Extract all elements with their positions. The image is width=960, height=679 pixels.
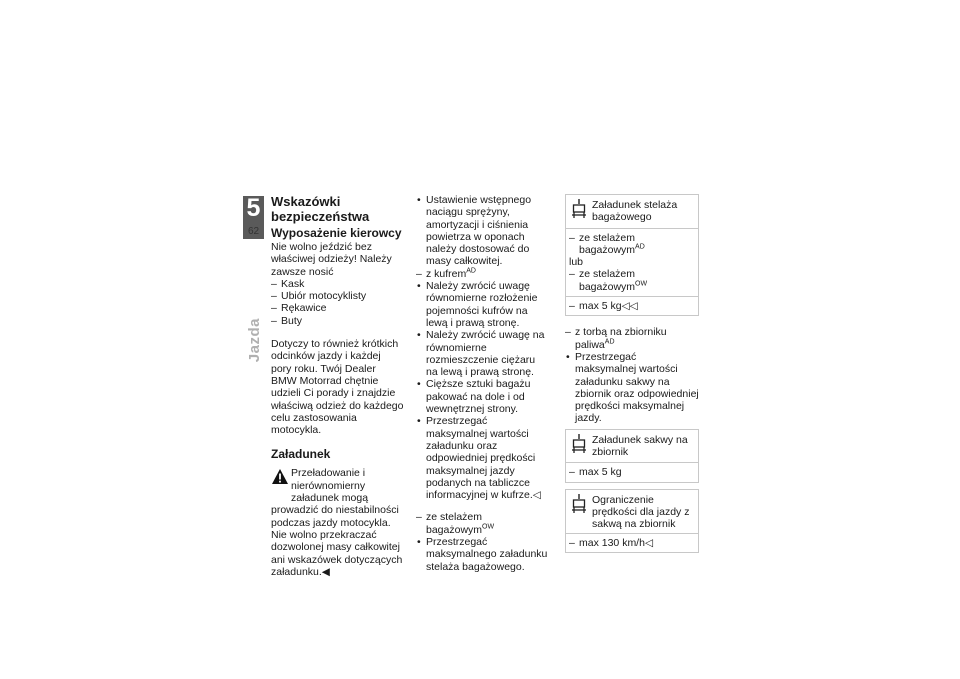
load-weight-icon [572, 434, 586, 454]
hint-value: – max 5 kg◁◁ [569, 300, 696, 312]
warning-tail: Nie wolno przekraczać dozwolonej masy całkowitej ani wskazówek dotyczących załadunku.◀ [271, 528, 403, 578]
hint-body [566, 533, 698, 552]
gear-item: – Buty [271, 315, 404, 327]
hint-body [566, 462, 698, 481]
column-1 [271, 194, 404, 578]
hint-body [566, 296, 698, 315]
sub-heading-loading: Załadunek [271, 447, 331, 462]
hint-box-rack-load [565, 194, 699, 316]
warning-text: prowadzić do niestabilności podczas jazdy motocykla. [271, 504, 399, 529]
dash-item: – ze stelażem bagażowym$^{AD}$ [569, 232, 696, 257]
hint-head [566, 430, 698, 463]
bullet-item: • Przestrzegać maksymalnego załadunku stelaża bagażowego. [416, 536, 549, 573]
end-mark-icon: ◀ [321, 565, 330, 578]
section-title: Wskazówki bezpieczeństwa [271, 194, 370, 224]
hint-box-tank-bag-load [565, 429, 699, 483]
hint-title: Ograniczenie prędkości dla jazdy z sakwą na zbiornik [592, 493, 690, 531]
load-weight-icon [572, 199, 586, 219]
bullet-item: • Ustawienie wstępnego naciągu sprężyny, amortyzacji i ciśnienia powietrza w oponach należy dostosować do masy całkowitej. [416, 194, 549, 268]
hint-value: – max 130 km/h◁ [569, 537, 696, 549]
hint-box-speed-limit [565, 489, 699, 553]
hint-head [566, 195, 698, 228]
dash-item: – ze stelażem bagażowym$^{OW}$ [416, 511, 549, 536]
gear-intro: Nie wolno jeździć bez właściwej odzieży! Należy zawsze nosić [271, 241, 392, 278]
bullet-item: • Przestrzegać maksymalnej wartości załadunku oraz odpowiedniej prędkości maksymalnej jazdy podanych na tabliczce informacyjnej w kufrze.◁ [416, 415, 549, 501]
sub-heading-rider-gear: Wyposażenie kierowcy [271, 226, 402, 240]
bullet-item: • Cięższe sztuki bagażu pakować na dole i od wewnętrznej strony. [416, 378, 549, 415]
page-number: 62 [247, 226, 260, 237]
dash-item: – z torbą na zbiorniku paliwa$^{AD}$ [565, 326, 699, 351]
bullet-item: • Należy zwrócić uwagę na równomierne rozmieszczenie ciężaru na lewą i prawą stronę. [416, 329, 549, 378]
gear-advice: Dotyczy to również krótkich odcinków jazdy i każdej pory roku. Twój Dealer BMW Motorrad chętnie udzieli Ci porady i znajdzie właściwą odzież do każdego celu zastosowania motocykla. [271, 338, 404, 437]
hint-value: – max 5 kg [569, 466, 696, 478]
bullet-item: • Przestrzegać maksymalnej wartości załadunku sakwy na zbiornik oraz odpowiedniej prędkości maksymalnej jazdy. [565, 351, 699, 425]
hint-title: Załadunek sakwy na zbiornik [592, 433, 688, 459]
dash-item: – z kufrem$^{AD}$ [416, 268, 549, 280]
warning-lead: Przeładowanie i nierównomierny załadunek mogą [291, 467, 369, 505]
gear-item: – Rękawice [271, 302, 404, 314]
column-2 [416, 194, 549, 573]
column-3 [565, 194, 699, 553]
dash-item: – ze stelażem bagażowym$^{OW}$ [569, 268, 696, 293]
bullet-item: • Należy zwrócić uwagę równomierne rozłożenie pojemności kufrów na lewą i prawą stronę. [416, 280, 549, 329]
chapter-number: 5 [246, 194, 261, 222]
hint-body [566, 228, 698, 296]
or-text: lub [569, 256, 584, 269]
gear-item: – Ubiór motocyklisty [271, 290, 404, 302]
load-weight-icon [572, 494, 586, 514]
hint-title: Załadunek stelaża bagażowego [592, 199, 678, 224]
warning-block [271, 467, 404, 504]
hint-head [566, 490, 698, 533]
warning-triangle-icon [271, 468, 289, 485]
chapter-title: Jazda [246, 318, 263, 363]
gear-item: – Kask [271, 278, 404, 290]
